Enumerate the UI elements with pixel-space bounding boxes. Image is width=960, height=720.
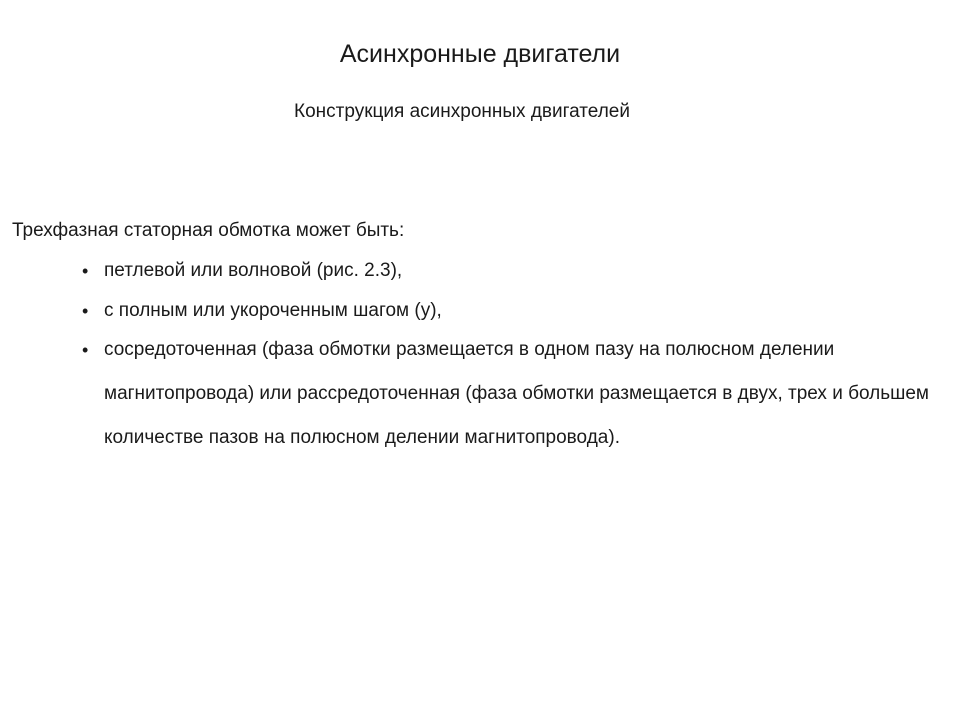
slide-title: Асинхронные двигатели xyxy=(339,40,621,68)
list-item xyxy=(82,296,952,326)
bullet-dot-icon: • xyxy=(82,261,89,281)
bullet-dot-icon: • xyxy=(82,340,89,360)
list-item-text: петлевой или волновой (рис. 2.3), xyxy=(104,260,403,281)
intro-text: Трехфазная статорная обмотка может быть: xyxy=(12,220,405,241)
list-item xyxy=(82,256,952,286)
bullet-dot-icon: • xyxy=(82,301,89,321)
slide-subtitle: Конструкция асинхронных двигателей xyxy=(294,101,630,122)
bullet-list xyxy=(82,256,952,470)
list-item-text: с полным или укороченным шагом (y), xyxy=(104,300,442,321)
list-item xyxy=(82,328,952,460)
list-item-text: сосредоточенная (фаза обмотки размещается в одном пазу на полюсном делении магнитопровода) или рассредоточенная (фаза обмотки размещается в двух, трех и большем количестве пазов на полюсном делении магнитопровода). xyxy=(104,339,929,448)
